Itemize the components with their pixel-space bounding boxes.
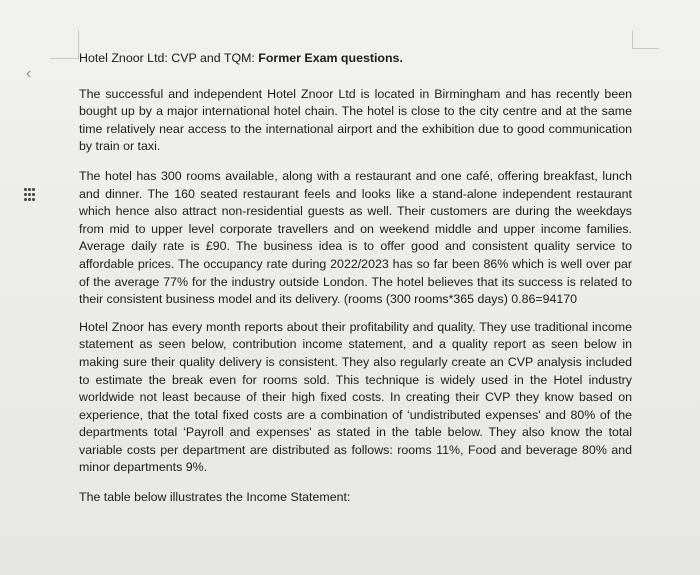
document-title [79, 50, 632, 68]
title-bold: Former Exam questions. [258, 51, 403, 65]
drag-handle-icon[interactable] [24, 188, 36, 203]
paragraph-location: The successful and independent Hotel Znoor Ltd is located in Birmingham and has recently been bought up by a major international hotel chain. The hotel is close to the city centre and at the same time relatively near access to the international airport and the exhibition due to good communication by train or taxi. [79, 86, 632, 154]
paragraph-reports: Hotel Znoor has every month reports about their profitability and quality. They use traditional income statement as seen below, contribution income statement, and a quality report as seen below in making sure their quality delivery is consistent. They also regularly create an CVP analysis included to estimate the break even for rooms sold. This technique is widely used in the Hotel industry worldwide not least because of their high fixed costs. In creating their CVP they know based on experience, that the total fixed costs are a combination of ‘undistributed expenses' and 80% of the departments total ‘Payroll and expenses' as stated in the table below. They also know the total variable costs per department are distributed as follows: rooms 11%, Food and beverage 80% and minor departments 9%. [79, 319, 632, 475]
title-prefix: Hotel Znoor Ltd: CVP and TQM: [79, 51, 259, 65]
document-body [79, 50, 632, 507]
crop-mark-left [50, 30, 79, 59]
chevron-left-icon[interactable]: ‹ [26, 65, 32, 82]
table-caption: The table below illustrates the Income Statement: [79, 490, 351, 505]
crop-mark-right [632, 30, 659, 49]
paragraph-rooms: The hotel has 300 rooms available, along with a restaurant and one café, offering breakfast, lunch and dinner. The 160 seated restaurant feels and looks like a stand-alone independent restaurant which hence also attract non-residential guests as well. Their customers are during the weekdays from mid to upper level corporate travellers and on weekend middle and upper income families. Average daily rate is £90. The business idea is to offer good and consistent quality service to affordable prices. The occupancy rate during 2022/2023 has so far been 86% which is well over par of the average 77% for the industry outside London. The hotel believes that its success is related to their consistent business model and its delivery. (rooms (300 rooms*365 days) 0.86=94170 [79, 168, 632, 307]
